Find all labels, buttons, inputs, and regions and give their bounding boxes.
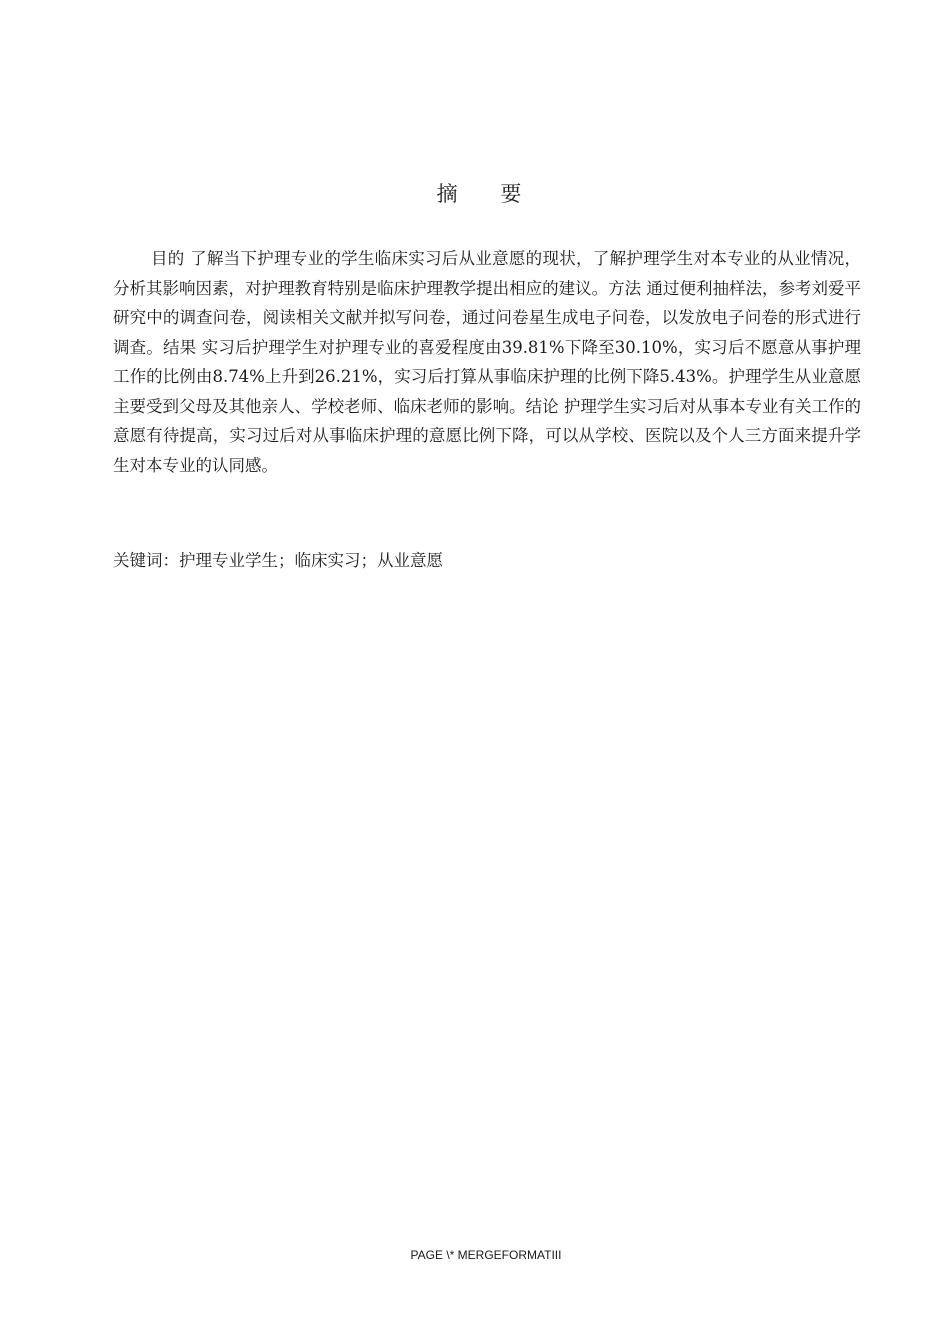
keywords-value: 护理专业学生；临床实习；从业意愿 xyxy=(179,551,443,570)
page-footer: PAGE \* MERGEFORMATIII xyxy=(410,1248,562,1262)
keywords-line xyxy=(113,546,861,575)
keywords-label: 关键词： xyxy=(113,551,179,570)
abstract-title: 摘 要 xyxy=(436,182,540,206)
abstract-body: 目的 了解当下护理专业的学生临床实习后从业意愿的现状，了解护理学生对本专业的从业情况，分析其影响因素，对护理教育特别是临床护理教学提出相应的建议。方法 通过便利抽样法，参考刘爱平研究中的调查问卷，阅读相关文献并拟写问卷，通过问卷星生成电子问卷，以发放电子问卷的形式进行调查。结果 实习后护理学生对护理专业的喜爱程度由39.81%下降至30.10%，实习后不愿意从事护理工作的比例由8.74%上升到26.21%，实习后打算从事临床护理的比例下降5.43%。护理学生从业意愿主要受到父母及其他亲人、学校老师、临床老师的影响。结论 护理学生实习后对从事本专业有关工作的意愿有待提高，实习过后对从事临床护理的意愿比例下降，可以从学校、医院以及个人三方面来提升学生对本专业的认同感。 xyxy=(113,249,861,475)
